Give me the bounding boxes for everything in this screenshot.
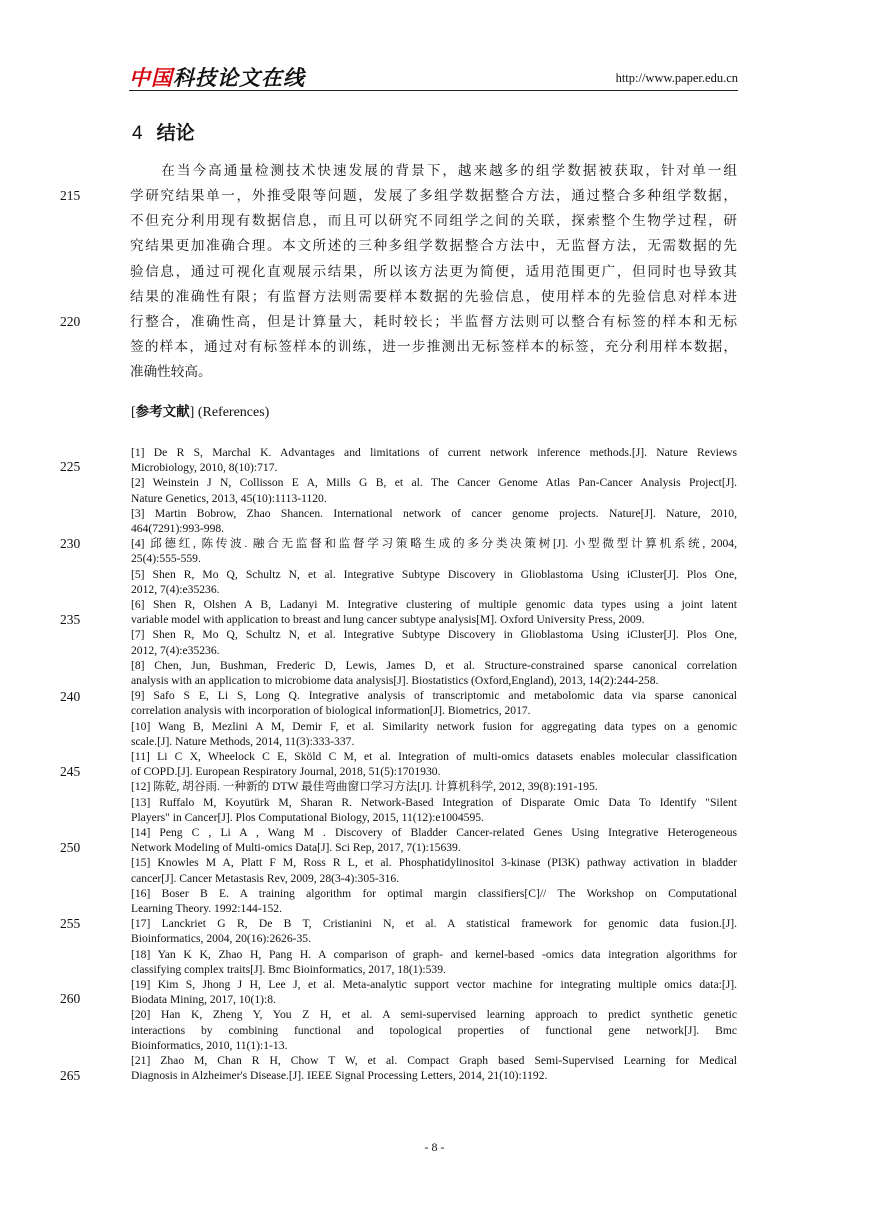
page-header [129,64,738,91]
section-number: 4 [132,123,143,144]
reference-line: [9] Safo S E, Li S, Long Q. Integrative analysis of transcriptomic and metabolomic data via sparse canonical [131,689,737,703]
reference-line: [5] Shen R, Mo Q, Schultz N, et al. Integrative Subtype Discovery in Glioblastoma Using iCluster[J]. Plos One, [131,567,737,581]
reference-line: correlation analysis with incorporation of biological information[J]. Biometrics, 2017. [131,704,531,718]
reference-line: [1] De R S, Marchal K. Advantages and limitations of current network inference methods.[J]. Nature Reviews [131,446,737,459]
paragraph-line: 行整合，准确性高，但是计算量大，耗时较长；半监督方法则可以整合有标签的样本和无标 [130,314,737,330]
line-number: 230 [60,536,81,551]
reference-line: 2012, 7(4):e35236. [131,582,220,596]
reference-line: variable model with application to breast and lung cancer subtype analysis[M]. Oxford University Press, 2009. [131,613,645,627]
paragraph-line: 签的样本，通过对有标签样本的训练，进一步推测出无标签样本的标签，充分利用样本数据， [130,339,737,355]
line-number: 260 [60,991,81,1006]
reference-line: scale.[J]. Nature Methods, 2014, 11(3):333-337. [131,734,355,748]
header-url[interactable]: http://www.paper.edu.cn [615,71,738,85]
line-number: 255 [60,916,81,931]
reference-line: Microbiology, 2010, 8(10):717. [131,461,278,475]
reference-line: Learning Theory. 1992:144-152. [131,902,283,915]
reference-line: [3] Martin Bobrow, Zhao Shancen. International network of cancer genome projects. Nature[J]. Nature, 2010, [131,506,737,520]
paragraph-line: 究结果更加准确合理。本文所述的三种多组学数据整合方法中，无监督方法，无需数据的先 [130,238,737,254]
paragraph-line: 结果的准确性有限；有监督方法则需要样本数据的先验信息，使用样本的先验信息对样本进 [130,289,737,305]
paragraph-line: 学研究结果单一，外推受限等问题，发展了多组学数据整合方法，通过整合多种组学数据， [130,188,737,204]
reference-line: [21] Zhao M, Chan R H, Chow T W, et al. Compact Graph based Semi-Supervised Learning for Medical [131,1054,737,1067]
line-number: 265 [60,1068,81,1083]
section-title: 结论 [156,122,195,144]
reference-line: Bioinformatics, 2004, 20(16):2626-35. [131,932,312,946]
reference-line: [11] Li C X, Wheelock C E, Sköld C M, et al. Integration of multi-omics datasets enables molecular classification [131,750,737,763]
reference-line: [16] Boser B E. A training algorithm for optimal margin classifiers[C]// The Workshop on Computational [131,886,737,900]
line-number: 245 [60,764,81,779]
paragraph-line: 验信息，通过可视化直观展示结果，所以该方法更为简便，适用范围更广，但同时也导致其 [130,264,737,280]
line-number: 250 [60,840,81,855]
reference-line: cancer[J]. Cancer Metastasis Rev, 2009, 28(3-4):305-316. [131,871,400,885]
reference-line: [7] Shen R, Mo Q, Schultz N, et al. Integrative Subtype Discovery in Glioblastoma Using iCluster[J]. Plos One, [131,628,737,642]
line-number: 215 [60,188,81,203]
reference-line: [2] Weinstein J N, Collisson E A, Mills G B, et al. The Cancer Genome Atlas Pan-Cancer Analysis Project[J]. [131,476,737,490]
reference-line: [4] 邱德红, 陈传波. 融合无监督和监督学习策略生成的多分类决策树[J]. 小型微型计算机系统, 2004, [131,537,737,551]
reference-line: [13] Ruffalo M, Koyutürk M, Sharan R. Network-Based Integration of Disparate Omic Data To Identify "Silent [131,795,737,809]
reference-line: analysis with an application to microbiome data analysis[J]. Biostatistics (Oxford,England), 2013, 14(2):244-258. [131,674,659,687]
reference-line: [14] Peng C , Li A , Wang M . Discovery of Bladder Cancer-related Genes Using Integrative Heterogeneous [131,826,737,839]
reference-line: [18] Yan K K, Zhao H, Pang H. A comparison of graph- and kernel-based -omics data integration algorithms for [131,947,737,961]
reference-line: 464(7291):993-998. [131,522,225,535]
references-heading: [参考文献] (References) [131,404,270,420]
reference-line: Players" in Cancer[J]. Plos Computational Biology, 2015, 11(12):e1004595. [131,810,484,824]
reference-line: 25(4):555-559. [131,552,201,566]
reference-line: Network Modeling of Multi-omics Data[J]. Sci Rep, 2017, 7(1):15639. [131,841,461,855]
page-number: - 8 - [424,1140,445,1154]
reference-line: Bioinformatics, 2010, 11(1):1-13. [131,1038,288,1052]
reference-line: [20] Han K, Zheng Y, You Z H, et al. A semi-supervised learning approach to predict synthetic genetic [131,1008,737,1022]
reference-line: [10] Wang B, Mezlini A M, Demir F, et al. Similarity network fusion for aggregating data types on a genomic [131,719,737,733]
reference-line: of COPD.[J]. European Respiratory Journal, 2018, 51(5):1701930. [131,765,441,779]
reference-line: [12] 陈乾, 胡谷雨. 一种新的 DTW 最佳弯曲窗口学习方法[J]. 计算机科学, 2012, 39(8):191-195. [131,780,598,794]
reference-line: [8] Chen, Jun, Bushman, Frederic D, Lewis, James D, et al. Structure-constrained sparse canonical correlation [131,658,737,672]
paragraph-line: 不但充分利用现有数据信息，而且可以研究不同组学之间的关联，探索整个生物学过程，研 [130,213,737,229]
line-number: 240 [60,689,81,704]
line-number: 225 [60,459,81,474]
reference-line: 2012, 7(4):e35236. [131,643,220,657]
paragraph-line: 在当今高通量检测技术快速发展的背景下，越来越多的组学数据被获取，针对单一组 [130,163,737,179]
reference-line: classifying complex traits[J]. Bmc Bioinformatics, 2017, 18(1):539. [131,962,446,976]
line-number: 220 [60,314,81,329]
reference-line: [19] Kim S, Jhong J H, Lee J, et al. Meta-analytic support vector machine for integrating multiple omics data:[J]. [131,978,737,991]
reference-line: interactions by combining functional and topological properties of functional gene network[J]. Bmc [131,1023,737,1037]
reference-line: [17] Lanckriet G R, De B T, Cristianini N, et al. A statistical framework for genomic data fusion.[J]. [131,917,737,931]
reference-line: [15] Knowles M A, Platt F M, Ross R L, et al. Phosphatidylinositol 3-kinase (PI3K) pathway activation in bladder [131,856,737,870]
paragraph-line: 准确性较高。 [130,364,212,380]
reference-line: Diagnosis in Alzheimer's Disease.[J]. IEEE Signal Processing Letters, 2014, 21(10):1192. [131,1069,548,1083]
reference-line: [6] Shen R, Olshen A B, Ladanyi M. Integrative clustering of multiple genomic data types using a joint latent [131,598,737,611]
reference-line: Biodata Mining, 2017, 10(1):8. [131,993,276,1007]
line-number: 235 [60,612,81,627]
journal-logo: 中国科技论文在线 [129,66,305,90]
reference-line: Nature Genetics, 2013, 45(10):1113-1120. [131,491,327,505]
section-heading [132,118,195,145]
